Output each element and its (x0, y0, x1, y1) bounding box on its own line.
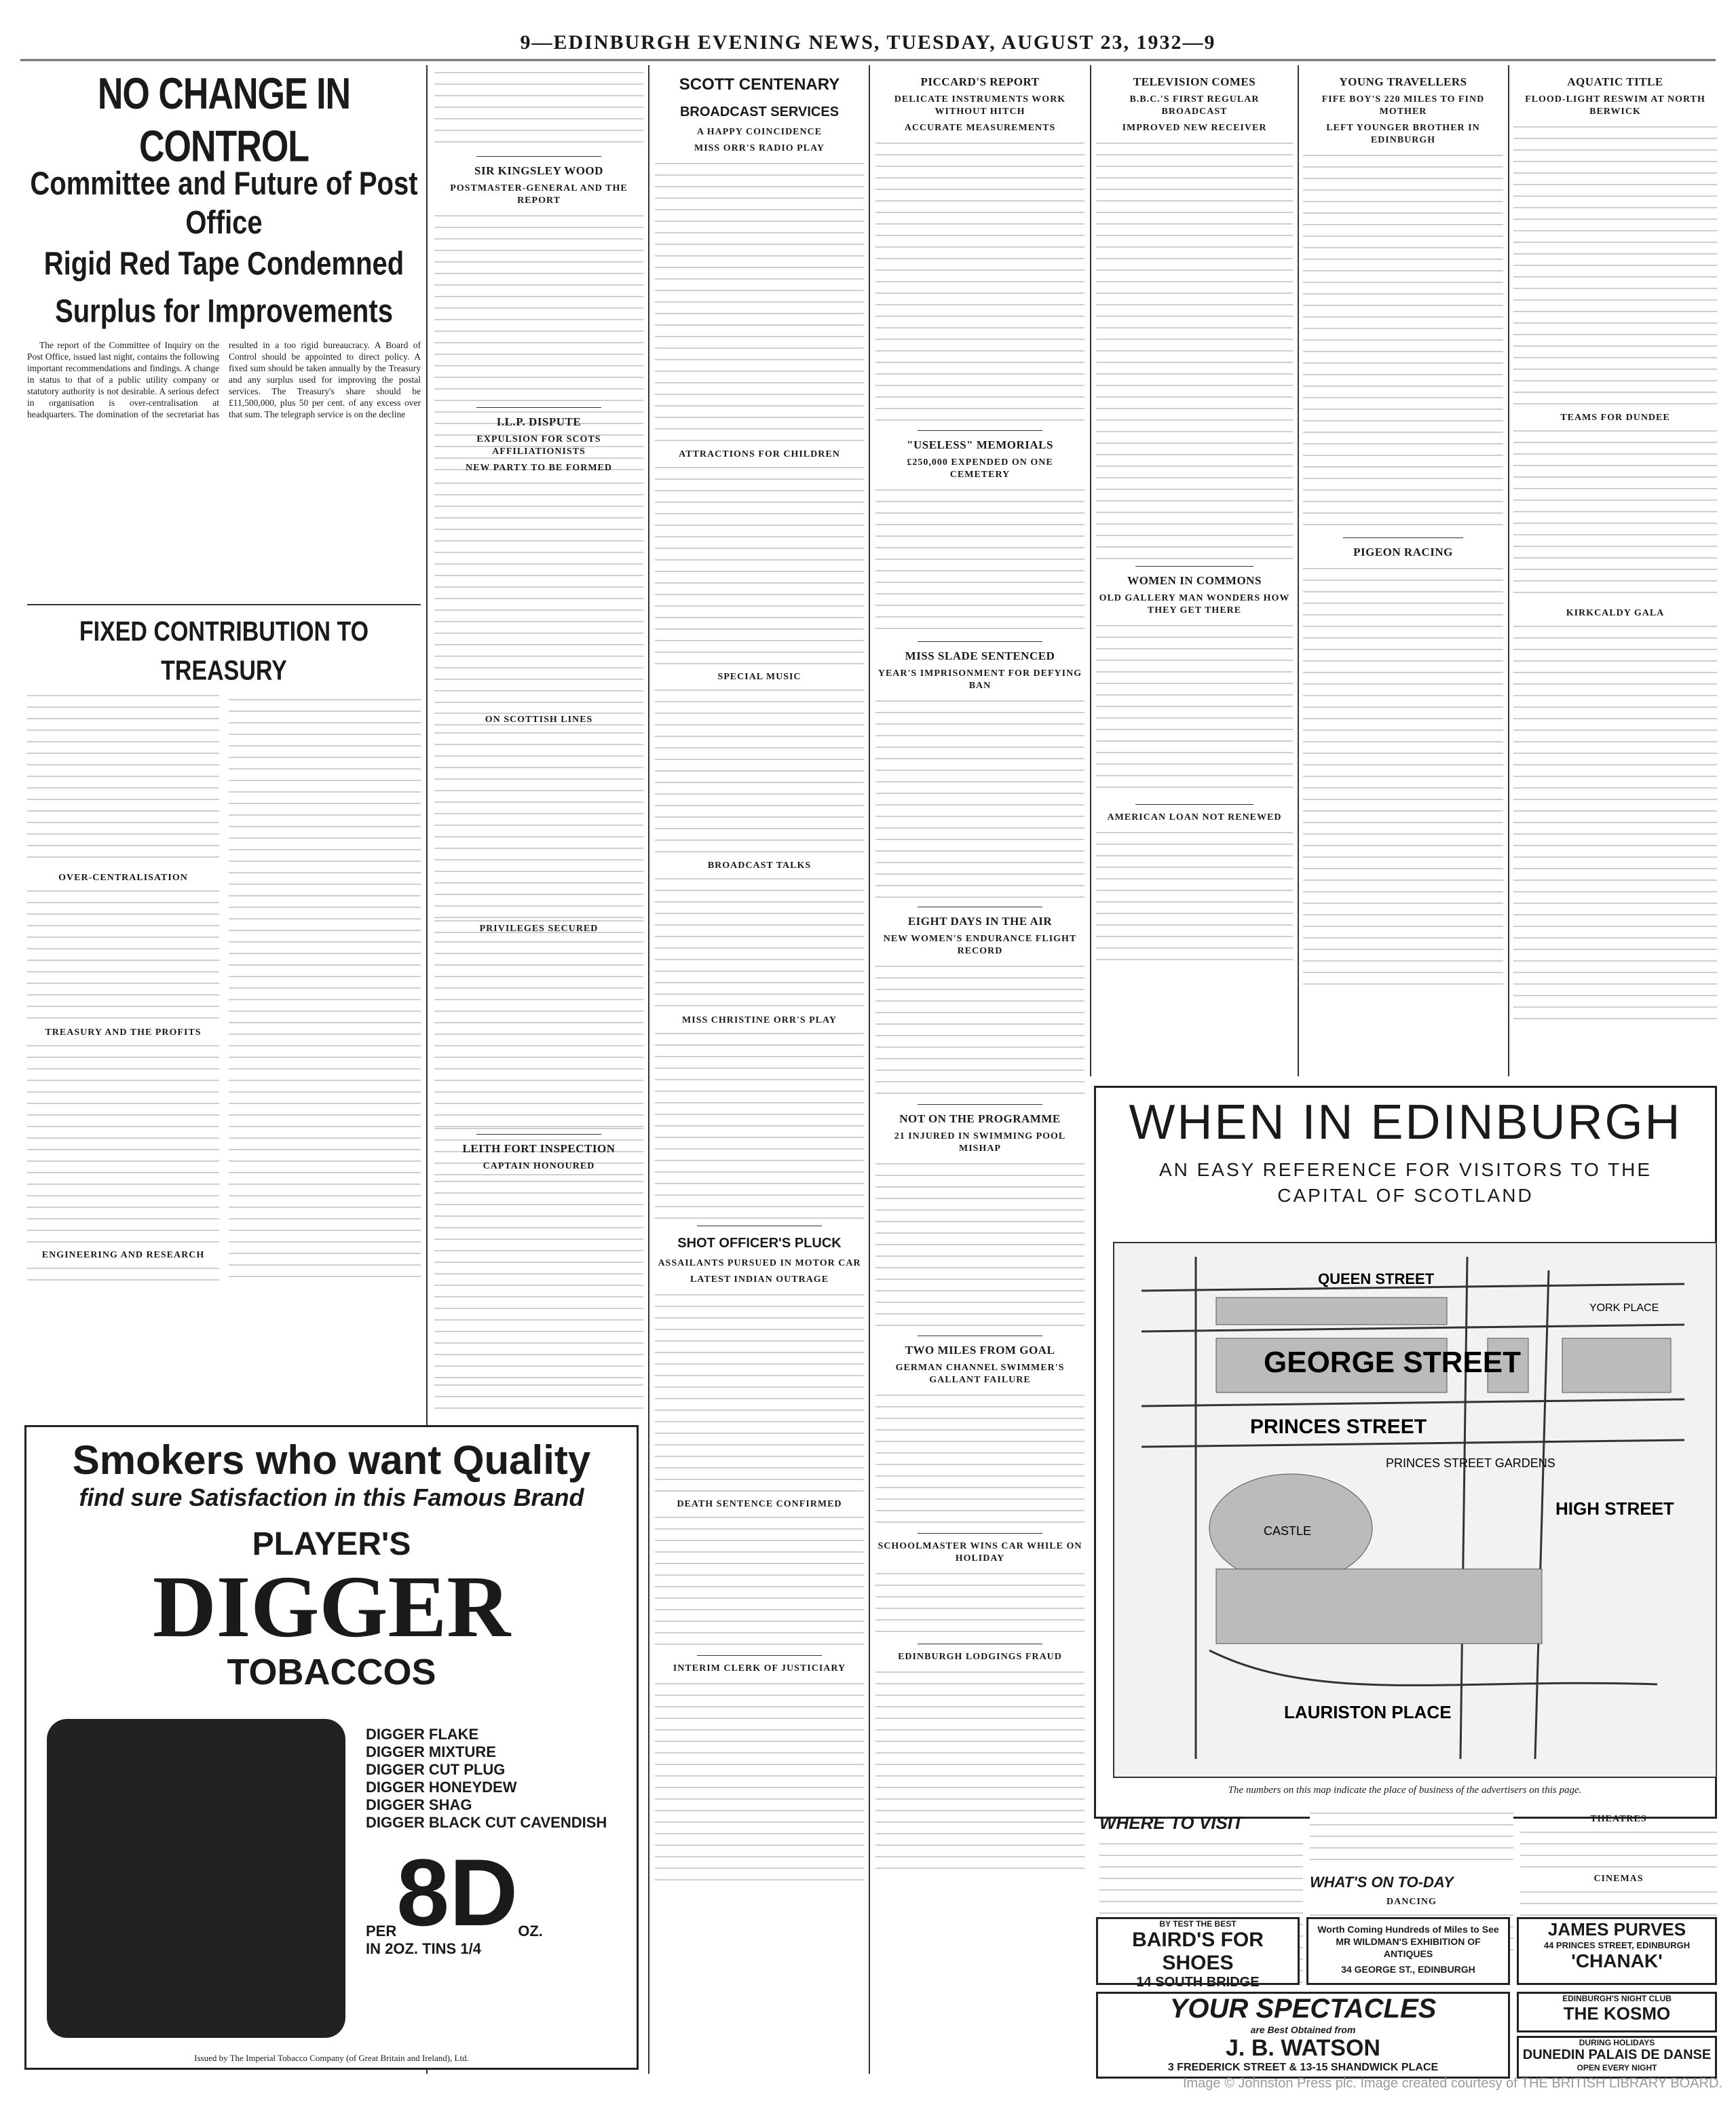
dunedin-ad: DURING HOLIDAYS DUNEDIN PALAIS DE DANSE OPEN EVERY NIGHT (1517, 2036, 1717, 2079)
article-body: OVER-CENTRALISATION TREASURY AND THE PROFITS ENGINEERING AND RESEARCH (27, 691, 421, 1390)
aquatic-title-article: AQUATIC TITLE FLOOD-LIGHT RESWIM AT NORTH BERWICK TEAMS FOR DUNDEE KIRKCALDY GALA (1513, 68, 1717, 1079)
map-caption: The numbers on this map indicate the place of business of the advertisers on this page. (1228, 1785, 1582, 1796)
map-label: HIGH STREET (1555, 1498, 1674, 1519)
variety-list: DIGGER FLAKE DIGGER MIXTURE DIGGER CUT PLUG DIGGER HONEYDEW DIGGER SHAG DIGGER BLACK CUT CAVENDISH PER 8D OZ. IN 2OZ. TINS 1/4 (366, 1726, 607, 1957)
column-rule (1508, 65, 1509, 1076)
bairds-shoes-ad: BY TEST THE BEST BAIRD'S FOR SHOES 14 SOUTH BRIDGE (1096, 1917, 1300, 1985)
kingsley-wood-article: SIR KINGSLEY WOOD POSTMASTER-GENERAL AND THE REPORT (434, 68, 643, 1418)
headline: NO CHANGE IN CONTROL (97, 69, 351, 172)
subheadline: Rigid Red Tape Condemned (43, 246, 404, 282)
masthead: 9—EDINBURGH EVENING NEWS, TUESDAY, AUGUST 23, 1932—9 (20, 27, 1716, 61)
piccard-article: PICCARD'S REPORT DELICATE INSTRUMENTS WORK WITHOUT HITCH ACCURATE MEASUREMENTS "USELESS" MEMORIALS £250,000 EXPENDED ON ONE CEMETERY MISS SLADE SENTENCED YEAR'S IMPRISONMENT FOR DEFYING BAN EIGHT DAYS IN THE AIR NEW WOMEN'S ENDURANCE FLIGHT RECORD NOT ON THE PROGRAMME 21 INJURED IN SWIMMING POOL MISHAP TWO MILES FROM GOAL GERMAN CHANNEL SWIMMER'S GALLANT FAILURE SCHOOLMASTER WINS CAR WHILE ON HOLIDAY EDINBURGH LODGINGS FRAUD (875, 68, 1084, 2077)
television-article: TELEVISION COMES B.B.C.'S FIRST REGULAR BROADCAST IMPROVED NEW RECEIVER WOMEN IN COMMONS OLD GALLERY MAN WONDERS HOW THEY GET THERE AMERICAN LOAN NOT RENEWED (1096, 68, 1293, 1079)
ilp-column: I.L.P. DISPUTE EXPULSION FOR SCOTS AFFILIATIONISTS NEW PARTY TO BE FORMED ON SCOTTISH LINES PRIVILEGES SECURED LEITH FORT INSPECTION CAPTAIN HONOURED (434, 400, 643, 1412)
guide-title: WHEN IN EDINBURGH (1129, 1095, 1682, 1150)
article-body: The report of the Committee of Inquiry on the Post Office, issued last night, contains the following important recommendations and findings. A change in status to that of a public utility company or statutory authority is not desirable. A serious defect in organisation is over-centralisation at headquarters. The domination of the secretariat has resulted in a too rigid bureaucracy. A Board of Control should be appointed to direct policy. A fixed sum should be taken annually by the Treasury and any surplus used for improving the postal services. The Treasury's share should be £11,500,000, plus 50 per cent. of any excess over that sum. The telegraph service is on the decline (27, 340, 421, 419)
digger-tobacco-ad: Smokers who want Quality find sure Satisfaction in this Famous Brand PLAYER'S DIGGER TOBACCOS DIGGER FLAKE DIGGER MIXTURE DIGGER CUT PLUG DIGGER HONEYDEW DIGGER SHAG DIGGER BLACK CUT CAVENDISH PER 8D OZ. IN 2OZ. TINS 1/4 Issued by The Imperial Tobacco Company (of Great Britain and Ireland), Ltd. (24, 1425, 639, 2070)
column-rule (1298, 65, 1299, 1076)
map-drawing (1114, 1243, 1716, 1777)
city-map (1113, 1242, 1717, 1778)
subheadline: Committee and Future of Post Office (30, 166, 418, 241)
theatres-cinemas: THEATRES CINEMAS (1520, 1809, 1717, 2012)
whats-on: WHAT'S ON TO-DAY DANCING (1310, 1809, 1513, 2012)
map-label: GEORGE STREET (1264, 1346, 1521, 1379)
column-rule (1090, 65, 1091, 1076)
column-rule (648, 65, 649, 2074)
post-office-article (27, 68, 421, 1418)
map-label: LAURISTON PLACE (1284, 1702, 1452, 1722)
guide-subtitle: AN EASY REFERENCE FOR VISITORS TO THE CAPITAL OF SCOTLAND (1158, 1159, 1653, 1206)
image-credit: Image © Johnston Press plc. Image created courtesy of THE BRITISH LIBRARY BOARD. (1182, 2076, 1722, 2091)
purves-ad: JAMES PURVES 44 PRINCES STREET, EDINBURGH 'CHANAK' (1517, 1917, 1717, 1985)
map-label: PRINCES STREET (1250, 1416, 1427, 1438)
wildman-antiques-ad: Worth Coming Hundreds of Miles to See MR WILDMAN'S EXHIBITION OF ANTIQUES 34 GEORGE ST., EDINBURGH (1306, 1917, 1510, 1985)
map-label: PRINCES STREET GARDENS (1386, 1456, 1555, 1470)
subheadline: Surplus for Improvements (55, 293, 393, 330)
headline: FIXED CONTRIBUTION TO TREASURY (79, 616, 369, 687)
young-travellers-article: YOUNG TRAVELLERS FIFE BOY'S 220 MILES TO FIND MOTHER LEFT YOUNGER BROTHER IN EDINBURGH PIGEON RACING (1303, 68, 1503, 1079)
column-rule (869, 65, 870, 2074)
where-to-visit: WHERE TO VISIT (1099, 1809, 1303, 2012)
map-label: QUEEN STREET (1318, 1270, 1435, 1287)
tobacco-tin-image (47, 1719, 345, 2038)
scott-centenary-article: SCOTT CENTENARY BROADCAST SERVICES A HAPPY COINCIDENCE MISS ORR'S RADIO PLAY ATTRACTIONS FOR CHILDREN SPECIAL MUSIC BROADCAST TALKS MISS CHRISTINE ORR'S PLAY SHOT OFFICER'S PLUCK ASSAILANTS PURSUED IN MOTOR CAR LATEST INDIAN OUTRAGE DEATH SENTENCE CONFIRMED INTERIM CLERK OF JUSTICIARY (655, 68, 864, 2077)
map-label: YORK PLACE (1589, 1302, 1659, 1314)
kosmo-ad: EDINBURGH'S NIGHT CLUB THE KOSMO (1517, 1992, 1717, 2032)
map-label: CASTLE (1264, 1524, 1312, 1538)
watson-spectacles-ad: YOUR SPECTACLES are Best Obtained from J. B. WATSON 3 FREDERICK STREET & 13-15 SHANDWICK PLACE (1096, 1992, 1510, 2079)
